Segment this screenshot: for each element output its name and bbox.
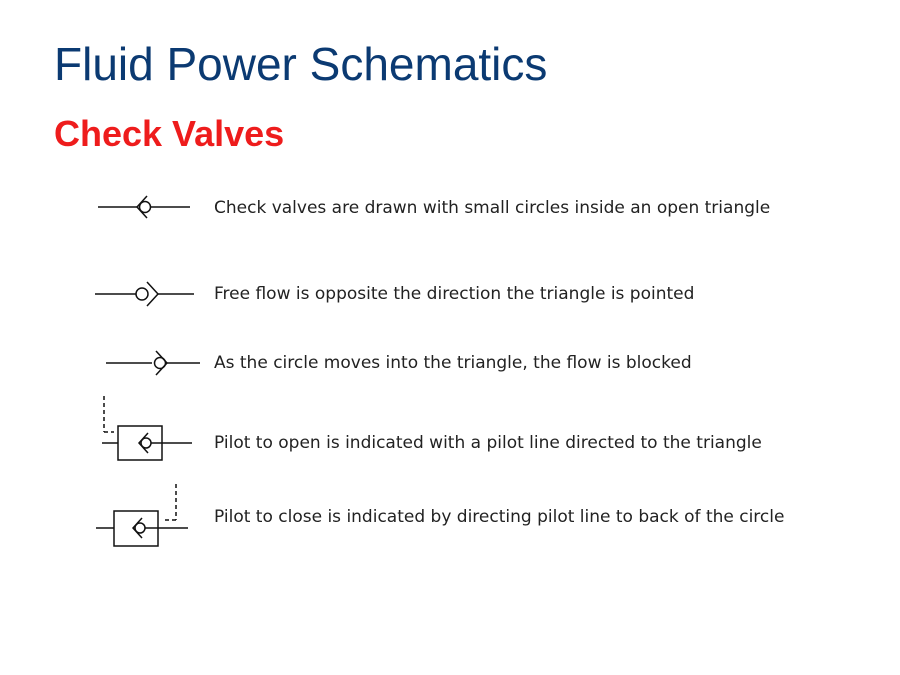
pilot-to-open-check-valve-icon — [90, 392, 202, 462]
slide-title: Fluid Power Schematics — [54, 38, 548, 90]
check-valve-free-flow-icon — [90, 259, 202, 329]
pilot-to-close-check-valve-icon — [90, 480, 202, 550]
pilot-to-close-description: Pilot to close is indicated by directing pilot line to back of the circle — [214, 507, 785, 527]
check-valve-description: Check valves are drawn with small circles inside an open triangle — [214, 198, 771, 218]
pilot-to-open-description: Pilot to open is indicated with a pilot line directed to the triangle — [214, 433, 762, 453]
free-flow-description: Free flow is opposite the direction the triangle is pointed — [214, 284, 695, 304]
blocked-flow-description: As the circle moves into the triangle, the flow is blocked — [214, 353, 692, 373]
check-valve-icon — [90, 172, 202, 242]
check-valve-blocked-icon — [90, 328, 202, 398]
slide-subtitle: Check Valves — [54, 113, 285, 154]
